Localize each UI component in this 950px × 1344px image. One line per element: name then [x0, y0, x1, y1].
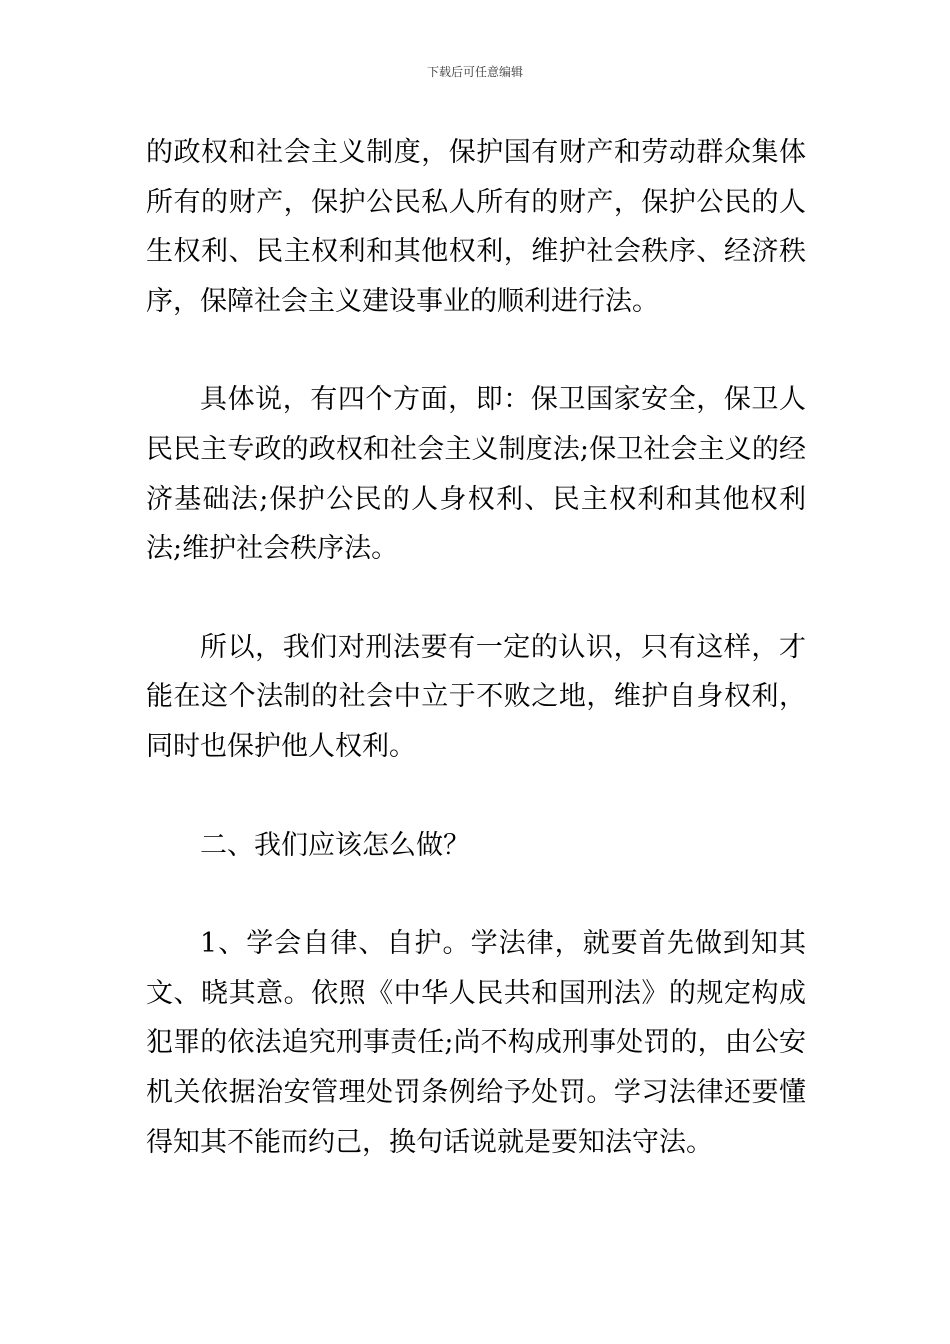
paragraph-self-discipline: 1、学会自律、自护。学法律，就要首先做到知其文、晓其意。依照《中华人民共和国刑法》的规定构成犯罪的依法追究刑事责任;尚不构成刑事处罚的，由公安机关依据治安管理处罚条例给予处罚。学习法律还要懂得知其不能而约己，换句话说就是要知法守法。 [146, 928, 806, 1158]
paragraph-four-aspects: 具体说，有四个方面，即：保卫国家安全，保卫人民民主专政的政权和社会主义制度法;保卫社会主义的经济基础法;保护公民的人身权利、民主权利和其他权利法;维护社会秩序法。 [146, 384, 806, 565]
section-heading: 二、我们应该怎么做？ [200, 829, 470, 861]
paragraph-conclusion: 所以，我们对刑法要有一定的认识，只有这样，才能在这个法制的社会中立于不败之地，维护自身权利，同时也保护他人权利。 [146, 631, 806, 762]
document-body [146, 128, 806, 1167]
page-header: 下载后可任意编辑 [426, 65, 523, 79]
paragraph-continuation: 的政权和社会主义制度，保护国有财产和劳动群众集体所有的财产，保护公民私人所有的财产，保护公民的人生权利、民主权利和其他权利，维护社会秩序、经济秩序，保障社会主义建设事业的顺利进行法。 [146, 137, 806, 317]
